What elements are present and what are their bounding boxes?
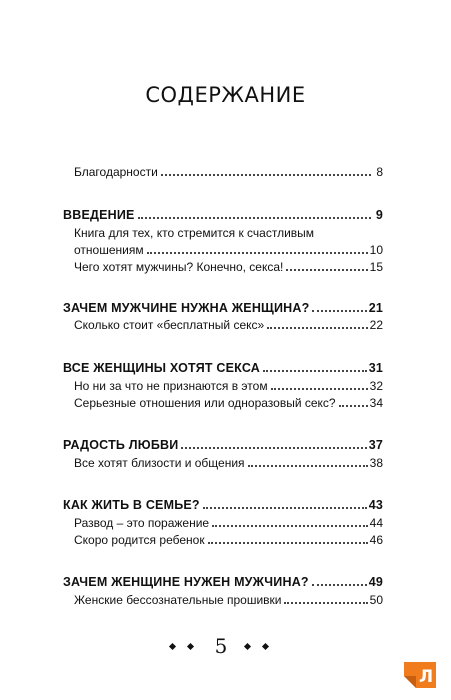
toc-entry-serious-relationship[interactable] — [74, 396, 383, 410]
toc-entry-what-men-want[interactable] — [74, 260, 383, 274]
leader-dots — [267, 327, 367, 329]
leader-dots — [147, 252, 368, 254]
toc-entry-title: ЗАЧЕМ МУЖЧИНЕ НУЖНА ЖЕНЩИНА? — [63, 301, 310, 315]
leader-dots — [263, 370, 367, 372]
leader-dots — [286, 269, 367, 271]
leader-dots — [161, 174, 371, 176]
toc-entry-page: 10 — [369, 243, 383, 257]
leader-dots — [181, 447, 366, 449]
toc-entry-acknowledgements[interactable] — [74, 165, 383, 179]
toc-entry-page: 38 — [369, 456, 383, 470]
toc-entry-title: Женские бессознательные прошивки — [74, 593, 282, 607]
toc-entry-title: Серьезные отношения или одноразовый секс? — [74, 396, 336, 410]
toc-entry-page: 9 — [375, 208, 383, 222]
toc-entry-page: 37 — [368, 438, 383, 452]
diamond-ornament-icon — [169, 643, 176, 650]
toc-chapter-introduction[interactable] — [63, 208, 383, 222]
leader-dots — [312, 310, 366, 312]
publisher-logo-icon — [400, 658, 440, 692]
toc-entry-page: 34 — [369, 396, 383, 410]
toc-entry-page: 50 — [369, 593, 383, 607]
page-title: СОДЕРЖАНИЕ — [145, 83, 306, 107]
toc-entry-book-for[interactable] — [74, 243, 383, 257]
page-footer — [0, 636, 451, 660]
diamond-ornament-icon — [244, 643, 251, 650]
toc-entry-title: Скоро родится ребенок — [74, 533, 205, 547]
leader-dots — [212, 525, 368, 527]
toc-entry-page: 44 — [369, 516, 383, 530]
toc-entry-baby-coming[interactable] — [74, 533, 383, 547]
toc-chapter-why-man-needs-woman[interactable] — [63, 301, 383, 315]
diamond-ornament-icon — [187, 643, 194, 650]
toc-entry-title: ВВЕДЕНИЕ — [63, 208, 135, 222]
toc-entry-page: 31 — [368, 361, 383, 375]
diamond-ornament-icon — [262, 643, 269, 650]
logo-letter: Л — [418, 667, 434, 687]
toc-entry-title: КАК ЖИТЬ В СЕМЬЕ? — [63, 498, 200, 512]
toc-entry-title: ВСЕ ЖЕНЩИНЫ ХОТЯТ СЕКСА — [63, 361, 260, 375]
leader-dots — [138, 217, 371, 219]
toc-chapter-all-women[interactable] — [63, 361, 383, 375]
toc-entry-title: Благодарности — [74, 165, 158, 179]
toc-entry-page: 43 — [368, 498, 383, 512]
toc-entry-title: ЗАЧЕМ ЖЕНЩИНЕ НУЖЕН МУЖЧИНА? — [63, 575, 309, 589]
toc-entry-free-sex-cost[interactable] — [74, 318, 383, 332]
leader-dots — [312, 584, 367, 586]
toc-entry-page: 49 — [368, 575, 383, 589]
toc-entry-title: Но ни за что не признаются в этом — [74, 379, 268, 393]
toc-entry-page: 21 — [368, 301, 383, 315]
toc-entry-page: 32 — [369, 379, 383, 393]
toc-entry-title-line1[interactable]: Книга для тех, кто стремится к счастливым — [74, 226, 315, 240]
page-number: 5 — [214, 634, 228, 658]
toc-entry-title: Чего хотят мужчины? Конечно, секса! — [74, 260, 284, 274]
leader-dots — [284, 602, 367, 604]
toc-entry-page: 22 — [369, 318, 383, 332]
leader-dots — [339, 405, 368, 407]
toc-chapter-joy-of-love[interactable] — [63, 438, 383, 452]
toc-entry-title: Все хотят близости и общения — [74, 456, 245, 470]
toc-entry-title: Развод – это поражение — [74, 516, 210, 530]
leader-dots — [203, 507, 367, 509]
toc-entry-title: РАДОСТЬ ЛЮБВИ — [63, 438, 179, 452]
toc-entry-title: Сколько стоит «бесплатный секс» — [74, 318, 265, 332]
toc-entry-page: 46 — [369, 533, 383, 547]
toc-entry-intimacy[interactable] — [74, 456, 383, 470]
toc-entry-title-line2: отношениям — [74, 243, 144, 257]
leader-dots — [208, 542, 368, 544]
toc-entry-divorce[interactable] — [74, 516, 383, 530]
toc-chapter-why-woman-needs-man[interactable] — [63, 575, 383, 589]
toc-chapter-family-life[interactable] — [63, 498, 383, 512]
leader-dots — [271, 388, 368, 390]
toc-entry-page: 15 — [369, 260, 383, 274]
toc-entry-page: 8 — [376, 165, 383, 179]
toc-entry-never-admit[interactable] — [74, 379, 383, 393]
toc-entry-unconscious-programs[interactable] — [74, 593, 383, 607]
leader-dots — [248, 465, 368, 467]
